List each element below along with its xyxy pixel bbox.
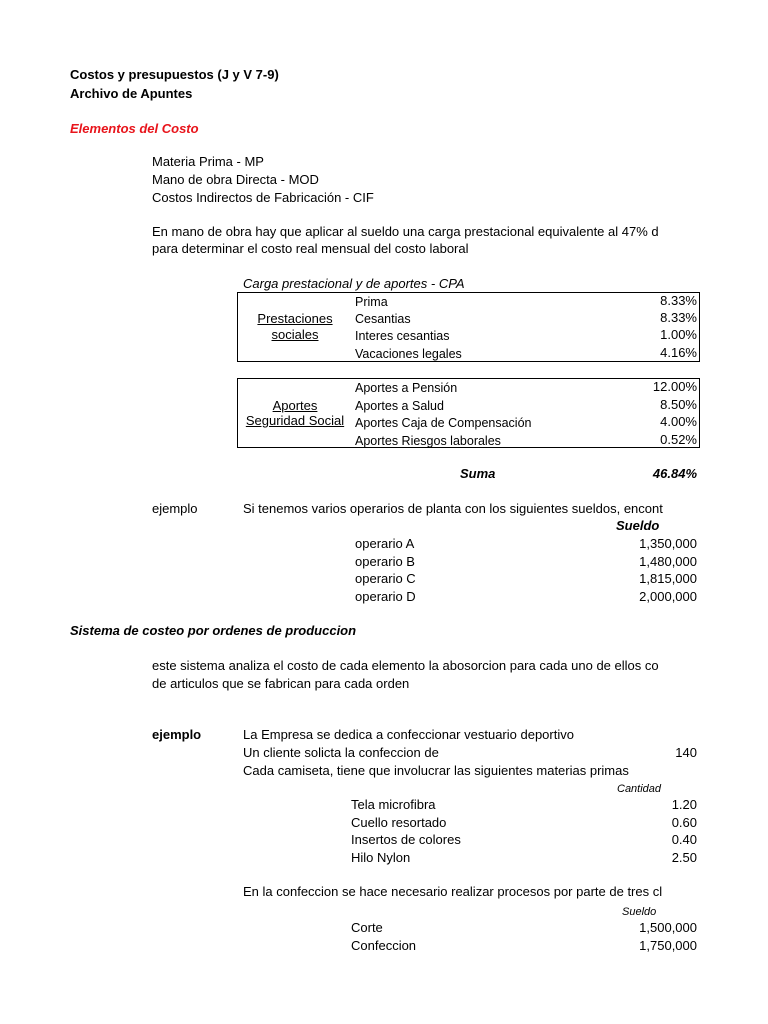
table-cell-value: 2.50 [671,850,697,865]
table-cell-name: Aportes a Pensión [355,381,458,395]
document-title: Costos y presupuestos (J y V 7-9) [70,67,279,82]
table-cell-value: 1,480,000 [639,554,697,569]
table-cell-value: 1,750,000 [639,938,697,953]
paragraph-line: para determinar el costo real mensual del costo laboral [152,241,469,256]
table-cell-name: operario C [355,571,416,586]
section-heading-sistema: Sistema de costeo por ordenes de produccion [70,623,357,638]
paragraph-line: de articulos que se fabrican para cada orden [152,676,410,691]
suma-value: 46.84% [652,466,697,481]
table-cell-name: Aportes Caja de Compensación [355,416,532,430]
ejemplo-text: La Empresa se dedica a confeccionar vestuario deportivo [243,727,574,742]
ejemplo-text: Un cliente solicta la confeccion de [243,745,439,760]
table-cell-value: 1,815,000 [639,571,697,586]
suma-label: Suma [460,466,496,481]
paragraph-line: este sistema analiza el costo de cada elemento la abosorcion para cada uno de ellos co [152,658,659,673]
table-cell-name: Corte [351,920,383,935]
table-cell-name: Hilo Nylon [351,850,411,865]
table-cell-name: operario D [355,589,416,604]
column-header: Sueldo [622,906,657,918]
ejemplo-text: Si tenemos varios operarios de planta con los siguientes sueldos, encont [243,501,663,516]
table-cell-value: 2,000,000 [639,589,697,604]
table-cell-value: 1,350,000 [639,536,697,551]
table-cell-value: 0.52% [660,432,697,447]
table-cell-name: Insertos de colores [351,832,461,847]
table-cell-name: Cuello resortado [351,815,447,830]
table-cell-value: 8.50% [660,397,697,412]
table-cell-value: 8.33% [660,310,697,325]
document-subtitle: Archivo de Apuntes [70,86,193,101]
column-header: Cantidad [617,783,662,795]
table-cell-name: Tela microfibra [351,797,436,812]
table-cell-value: 4.16% [660,345,697,360]
table-cell-value: 12.00% [652,379,697,394]
table-cell-value: 4.00% [660,414,697,429]
table-cell-value: 0.40 [671,832,697,847]
ejemplo-label: ejemplo [152,501,198,516]
table-cell-value: 8.33% [660,293,697,308]
table-cell-name: Vacaciones legales [355,347,462,361]
list-item: Materia Prima - MP [152,154,264,169]
table-cell-name: Cesantias [355,312,411,326]
table-cell-name: Confeccion [351,938,417,953]
section-heading-elementos: Elementos del Costo [70,121,199,136]
order-quantity: 140 [675,745,697,760]
aportes-label: Aportes [272,398,318,413]
table-cell-value: 1.00% [660,327,697,342]
ejemplo-text: En la confeccion se hace necesario realizar procesos por parte de tres cl [243,884,663,899]
table-cell-value: 1.20 [671,797,697,812]
column-header: Sueldo [616,518,660,533]
cpa-table-title: Carga prestacional y de aportes - CPA [243,276,465,291]
list-item: Mano de obra Directa - MOD [152,172,319,187]
list-item: Costos Indirectos de Fabricación - CIF [152,190,374,205]
prestaciones-label: Prestaciones [257,311,333,326]
table-cell-value: 0.60 [671,815,697,830]
table-cell-name: operario A [355,536,415,551]
prestaciones-label: sociales [271,327,319,342]
aportes-label: Seguridad Social [245,413,345,428]
table-cell-value: 1,500,000 [639,920,697,935]
table-cell-name: Prima [355,295,388,309]
table-cell-name: Aportes Riesgos laborales [355,434,501,448]
table-cell-name: Aportes a Salud [355,399,444,413]
table-cell-name: Interes cesantias [355,329,450,343]
paragraph-line: En mano de obra hay que aplicar al sueldo una carga prestacional equivalente al 47% d [152,224,659,239]
ejemplo-text: Cada camiseta, tiene que involucrar las siguientes materias primas [243,763,629,778]
table-cell-name: operario B [355,554,415,569]
ejemplo-label: ejemplo [152,727,202,742]
